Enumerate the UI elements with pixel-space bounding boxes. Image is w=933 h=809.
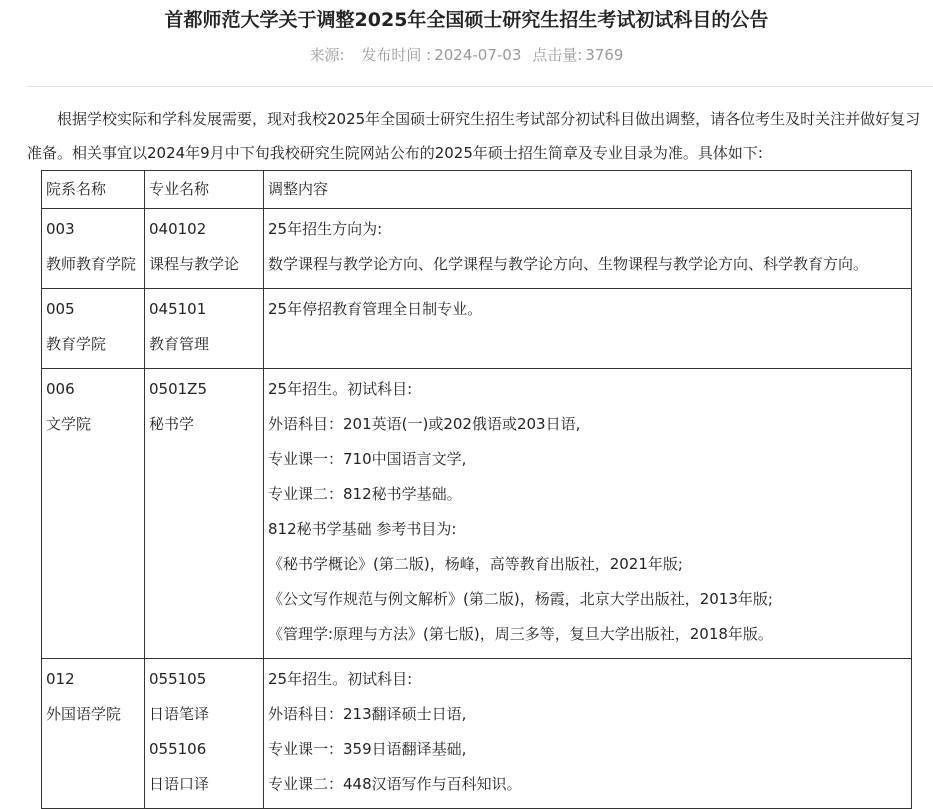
major-code: 040102: [149, 220, 207, 238]
major-code: 055105: [149, 670, 207, 688]
table-row: [42, 289, 912, 369]
content-line: 专业课一：710中国语言文学,: [268, 450, 467, 468]
content-line: 《管理学:原理与方法》(第七版)，周三多等，复旦大学出版社，2018年版。: [268, 625, 773, 643]
source-label: 来源:: [309, 46, 345, 64]
content-line: 专业课一：359日语翻译基础,: [268, 740, 467, 758]
content-cell: [264, 289, 912, 369]
content-line: 数学课程与教学论方向、化学课程与教学论方向、生物课程与教学论方向、科学教育方向。: [268, 255, 869, 273]
major-cell: [145, 369, 264, 659]
dept-name: 教师教育学院: [46, 255, 137, 273]
header-content: 调整内容: [264, 171, 912, 209]
dept-name: 外国语学院: [46, 705, 122, 723]
major-name: 秘书学: [149, 415, 195, 433]
intro-paragraph: 根据学校实际和学科发展需要，现对我校2025年全国硕士研究生招生考试部分初试科目做出调整，请各位考生及时关注并做好复习准备。相关事宜以2024年9月中下旬我校研究生院网站公布的2025年硕士招生简章及专业目录为准。具体如下:: [27, 110, 921, 162]
clicks-label: 点击量:: [532, 46, 583, 64]
content-cell: [264, 209, 912, 289]
major-name: 日语口译: [149, 775, 210, 793]
publish-label: 发布时间 :: [361, 46, 432, 64]
major-cell: [145, 289, 264, 369]
content-line: 专业课二：448汉语写作与百科知识。: [268, 775, 522, 793]
dept-cell: [42, 209, 145, 289]
table-row: [42, 659, 912, 809]
article-meta: [0, 43, 933, 67]
table-row: [42, 209, 912, 289]
dept-code: 003: [46, 220, 75, 238]
content-cell: [264, 369, 912, 659]
content-line: 外语科目：201英语(一)或202俄语或203日语,: [268, 415, 581, 433]
major-code: 045101: [149, 300, 207, 318]
content-line: 25年招生。初试科目:: [268, 670, 413, 688]
dept-cell: [42, 289, 145, 369]
content-line: 专业课二：812秘书学基础。: [268, 485, 462, 503]
content-line: 812秘书学基础 参考书目为:: [268, 520, 457, 538]
content-line: 外语科目：213翻译硕士日语,: [268, 705, 467, 723]
dept-code: 005: [46, 300, 75, 318]
table-header-row: [42, 171, 912, 209]
title-divider: [27, 86, 933, 87]
content-cell: [264, 659, 912, 809]
dept-code: 006: [46, 380, 75, 398]
adjustment-table: [41, 170, 912, 809]
content-line: 25年招生。初试科目:: [268, 380, 413, 398]
major-code: 055106: [149, 740, 207, 758]
content-line: 《秘书学概论》(第二版)，杨峰，高等教育出版社，2021年版;: [268, 555, 683, 573]
major-code: 0501Z5: [149, 380, 207, 398]
header-dept: 院系名称: [42, 171, 145, 209]
header-major: 专业名称: [145, 171, 264, 209]
major-name: 教育管理: [149, 335, 210, 353]
dept-name: 文学院: [46, 415, 92, 433]
content-line: 25年停招教育管理全日制专业。: [268, 300, 483, 318]
clicks-value: 3769: [585, 46, 624, 64]
publish-date: 2024-07-03: [434, 46, 522, 64]
content-line: 25年招生方向为:: [268, 220, 383, 238]
major-name: 日语笔译: [149, 705, 210, 723]
major-cell: [145, 659, 264, 809]
dept-cell: [42, 659, 145, 809]
dept-cell: [42, 369, 145, 659]
table-row: [42, 369, 912, 659]
dept-code: 012: [46, 670, 75, 688]
content-line: 《公文写作规范与例文解析》(第二版)，杨霞，北京大学出版社，2013年版;: [268, 590, 773, 608]
major-cell: [145, 209, 264, 289]
dept-name: 教育学院: [46, 335, 107, 353]
major-name: 课程与教学论: [149, 255, 240, 273]
article-title: 首都师范大学关于调整2025年全国硕士研究生招生考试初试科目的公告: [164, 9, 769, 31]
